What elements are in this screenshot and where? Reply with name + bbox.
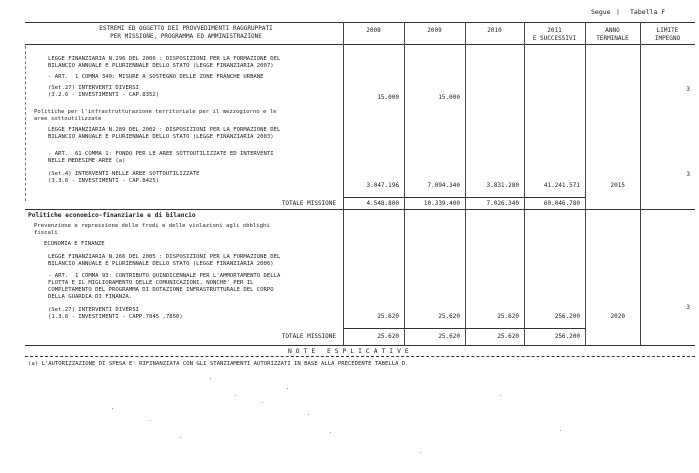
header-2011: 2011 bbox=[547, 27, 562, 34]
header-2008: 2008 bbox=[366, 27, 381, 34]
speck bbox=[180, 437, 181, 438]
law-296-line1: LEGGE FINANZIARIA N.296 DEL 2006 : DISPOSIZIONI PER LA FORMAZIONE DEL bbox=[48, 56, 281, 62]
header-desc-line2: PER MISSIONE, PROGRAMMA ED AMMINISTRAZIONE bbox=[110, 33, 262, 40]
header-anno-sub: TERMINALE bbox=[596, 35, 629, 42]
set27-line2: (3.2.6 - INVESTIMENTI - CAP.8352) bbox=[48, 92, 160, 98]
table-name: Tabella F bbox=[630, 8, 666, 16]
total1-2011: 60.046.780 bbox=[543, 200, 580, 207]
total2-top-rule bbox=[343, 328, 585, 329]
speck bbox=[112, 408, 113, 409]
total1-label: TOTALE MISSIONE bbox=[281, 200, 336, 207]
s3-set27-line2: (1.3.6 - INVESTIMENTI - CAPP.7845 ,7850) bbox=[48, 314, 183, 320]
header-2010: 2010 bbox=[487, 27, 502, 34]
total1-bottom-rule bbox=[25, 209, 695, 210]
s3-value-2010: 25.620 bbox=[497, 313, 519, 320]
speck bbox=[308, 414, 309, 415]
s2-value-2009: 7.094.340 bbox=[427, 182, 460, 189]
law-296-line2: BILANCIO ANNUALE E PLURIENNALE DELLO STATO (LEGGE FINANZIARIA 2007) bbox=[48, 63, 274, 69]
s2-limit: 3 bbox=[686, 171, 690, 178]
total1-2009: 10.339.400 bbox=[423, 200, 460, 207]
policy-line2: aree sottoutilizzate bbox=[34, 116, 102, 122]
header-bottom-rule bbox=[25, 44, 695, 45]
s2-value-2011: 41.241.571 bbox=[543, 182, 580, 189]
total2-label: TOTALE MISSIONE bbox=[281, 333, 336, 340]
s3-value-2011: 256.200 bbox=[554, 313, 580, 320]
table-bottom-rule bbox=[25, 345, 695, 346]
law-266-line2: BILANCIO ANNUALE E PLURIENNALE DELLO STATO (LEGGE FINANZIARIA 2006) bbox=[48, 261, 274, 267]
note-a: (a) L'AUTORIZZAZIONE DI SPESA E' RIFINANZIATA CON GLI STANZIAMENTI AUTORIZZATI IN BASE ALLA PRECEDENTE TABELLA D. bbox=[28, 361, 409, 367]
total2-2009: 25.620 bbox=[438, 333, 460, 340]
header-anno: ANNO bbox=[605, 27, 620, 34]
continuation-label: Segue bbox=[591, 8, 611, 16]
speck bbox=[150, 420, 151, 421]
speck bbox=[287, 388, 288, 389]
total2-2011: 256.200 bbox=[554, 333, 580, 340]
art-93-line1: - ART. 1 COMMA 93: CONTRIBUTO QUINDICENNALE PER L'AMMORTAMENTO DELLA bbox=[48, 273, 281, 279]
law-266-line1: LEGGE FINANZIARIA N.266 DEL 2005 : DISPOSIZIONI PER LA FORMAZIONE DEL bbox=[48, 254, 281, 260]
header-limite-sub: IMPEGNO bbox=[654, 35, 681, 42]
mission-title: Politiche economico-finanziarie e di bilancio bbox=[28, 212, 196, 219]
speck bbox=[262, 402, 263, 403]
s3-anno: 2020 bbox=[610, 313, 625, 320]
law-289-line1: LEGGE FINANZIARIA N.289 DEL 2002 : DISPOSIZIONI PER LA FORMAZIONE DEL bbox=[48, 127, 281, 133]
s1-limit: 3 bbox=[686, 86, 690, 93]
s2-value-2008: 3.047.196 bbox=[366, 182, 399, 189]
speck bbox=[210, 378, 211, 379]
s2-anno: 2015 bbox=[610, 182, 625, 189]
separator-mark: | bbox=[616, 8, 620, 16]
set4-line2: (3.3.6 - INVESTIMENTI - CAP.8425) bbox=[48, 178, 160, 184]
total1-top-rule bbox=[343, 197, 585, 198]
speck bbox=[235, 395, 236, 396]
total2-2008: 25.620 bbox=[377, 333, 399, 340]
total2-2010: 25.620 bbox=[497, 333, 519, 340]
notes-title: NOTE ESPLICATIVE bbox=[288, 348, 413, 355]
law-289-line2: BILANCIO ANNUALE E PLURIENNALE DELLO STATO (LEGGE FINANZIARIA 2003) bbox=[48, 134, 274, 140]
policy-line1: Politiche per l'infrastrutturazione territoriale per il mezzogiorno e le bbox=[34, 109, 277, 115]
program-line2: fiscali bbox=[34, 230, 58, 236]
art-93-line2: FLOTTA E IL MIGLIORAMENTO DELLE COMUNICAZIONI, NONCHE' PER IL bbox=[48, 280, 254, 286]
header-2009: 2009 bbox=[427, 27, 442, 34]
header-limite: LIMITE bbox=[656, 27, 679, 34]
header-2011-sub: E SUCCESSIVI bbox=[532, 35, 577, 42]
art-61-line1: - ART. 61 COMMA 1: FONDO PER LE AREE SOTTOUTILIZZATE ED INTERVENTI bbox=[48, 151, 274, 157]
col-sep-limite bbox=[640, 22, 641, 346]
s3-limit: 3 bbox=[686, 304, 690, 311]
notes-rule bbox=[25, 356, 695, 357]
speck bbox=[330, 432, 331, 433]
speck bbox=[560, 430, 561, 431]
s3-value-2008: 25.620 bbox=[377, 313, 399, 320]
art-93-line3: COMPLETAMENTO DEL PROGRAMMA DI DOTAZIONE INFRASTRUTTURALE DEL CORPO bbox=[48, 287, 274, 293]
art-61-line2: NELLE MEDESIME AREE (a) bbox=[48, 158, 126, 164]
s3-set27-line1: (Set.27) INTERVENTI DIVERSI bbox=[48, 307, 139, 313]
s2-value-2010: 3.831.280 bbox=[486, 182, 519, 189]
header-top-rule bbox=[25, 22, 695, 23]
total1-2010: 7.026.340 bbox=[486, 200, 519, 207]
program-line1: Prevenzione e repressione delle frodi e delle violazioni agli obblighi bbox=[34, 223, 270, 229]
left-margin-dash bbox=[25, 46, 26, 201]
s1-value-2008: 15.000 bbox=[377, 94, 399, 101]
s3-value-2009: 25.620 bbox=[438, 313, 460, 320]
administration: ECONOMIA E FINANZE bbox=[44, 241, 105, 247]
art-93-line4: DELLA GUARDIA DI FINANZA. bbox=[48, 294, 133, 300]
art-340: - ART. 1 COMMA 340: MISURE A SOSTEGNO DELLE ZONE FRANCHE URBANE bbox=[48, 74, 264, 80]
speck bbox=[420, 452, 421, 453]
set4-line1: (Set.4) INTERVENTI NELLE AREE SOTTOUTILIZZATE bbox=[48, 171, 200, 177]
set27-line1: (Set.27) INTERVENTI DIVERSI bbox=[48, 85, 139, 91]
header-desc-line1: ESTREMI ED OGGETTO DEI PROVVEDIMENTI RAGGRUPPATI bbox=[99, 25, 273, 32]
s1-value-2009: 15.000 bbox=[438, 94, 460, 101]
speck bbox=[500, 395, 501, 396]
total1-2008: 4.548.800 bbox=[366, 200, 399, 207]
